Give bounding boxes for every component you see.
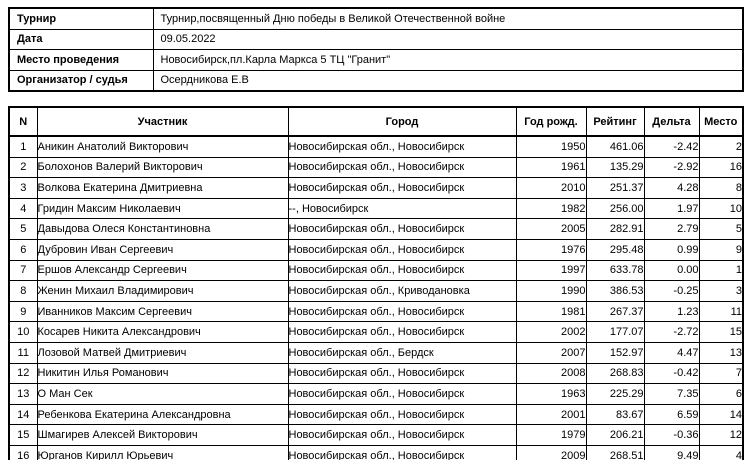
table-row (9, 178, 743, 199)
tournament-info-table (8, 7, 744, 92)
cell-n: 6 (9, 239, 37, 260)
table-row (9, 157, 743, 178)
cell-delta: 6.59 (644, 404, 699, 425)
cell-city: Новосибирская обл., Новосибирск (288, 425, 516, 446)
cell-rating: 633.78 (586, 260, 644, 281)
cell-place: 5 (699, 219, 743, 240)
cell-city: Новосибирская обл., Новосибирск (288, 301, 516, 322)
cell-n: 8 (9, 281, 37, 302)
cell-n: 2 (9, 157, 37, 178)
cell-place: 1 (699, 260, 743, 281)
cell-participant: Ершов Александр Сергеевич (37, 260, 288, 281)
cell-city: Новосибирская обл., Новосибирск (288, 157, 516, 178)
info-row-value: 09.05.2022 (153, 29, 743, 50)
cell-birth-year: 1979 (516, 425, 586, 446)
tournament-info-body (9, 8, 743, 91)
cell-birth-year: 1981 (516, 301, 586, 322)
cell-delta: 0.99 (644, 239, 699, 260)
cell-delta: 4.47 (644, 342, 699, 363)
info-row-label: Место проведения (9, 50, 153, 71)
cell-birth-year: 1963 (516, 384, 586, 405)
cell-birth-year: 2010 (516, 178, 586, 199)
cell-birth-year: 2002 (516, 322, 586, 343)
table-row (9, 260, 743, 281)
cell-delta: 2.79 (644, 219, 699, 240)
cell-place: 9 (699, 239, 743, 260)
table-row (9, 239, 743, 260)
table-row (9, 384, 743, 405)
cell-rating: 152.97 (586, 342, 644, 363)
cell-rating: 256.00 (586, 198, 644, 219)
cell-city: Новосибирская обл., Новосибирск (288, 136, 516, 157)
cell-participant: Никитин Илья Романович (37, 363, 288, 384)
cell-birth-year: 2001 (516, 404, 586, 425)
cell-place: 10 (699, 198, 743, 219)
cell-rating: 83.67 (586, 404, 644, 425)
info-row-label: Организатор / судья (9, 70, 153, 91)
cell-participant: Лозовой Матвей Дмитриевич (37, 342, 288, 363)
cell-rating: 268.51 (586, 445, 644, 460)
info-row-label: Турнир (9, 8, 153, 29)
cell-n: 12 (9, 363, 37, 384)
table-row (9, 363, 743, 384)
results-header-row (9, 107, 743, 136)
cell-place: 3 (699, 281, 743, 302)
cell-place: 16 (699, 157, 743, 178)
cell-n: 5 (9, 219, 37, 240)
cell-city: Новосибирская обл., Новосибирск (288, 178, 516, 199)
info-row-value: Новосибирск,пл.Карла Маркса 5 ТЦ "Гранит" (153, 50, 743, 71)
cell-rating: 461.06 (586, 136, 644, 157)
cell-n: 9 (9, 301, 37, 322)
cell-participant: Шмагирев Алексей Викторович (37, 425, 288, 446)
cell-birth-year: 1982 (516, 198, 586, 219)
cell-rating: 251.37 (586, 178, 644, 199)
cell-delta: -2.42 (644, 136, 699, 157)
info-row-value: Осердникова Е.В (153, 70, 743, 91)
cell-city: Новосибирская обл., Новосибирск (288, 322, 516, 343)
table-row (9, 342, 743, 363)
cell-rating: 386.53 (586, 281, 644, 302)
cell-city: Новосибирская обл., Новосибирск (288, 384, 516, 405)
cell-delta: -2.92 (644, 157, 699, 178)
cell-n: 4 (9, 198, 37, 219)
cell-place: 11 (699, 301, 743, 322)
table-row (9, 445, 743, 460)
cell-birth-year: 1976 (516, 239, 586, 260)
cell-participant: О Ман Сек (37, 384, 288, 405)
table-row (9, 322, 743, 343)
info-row (9, 29, 743, 50)
cell-participant: Женин Михаил Владимирович (37, 281, 288, 302)
cell-city: Новосибирская обл., Новосибирск (288, 219, 516, 240)
cell-city: Новосибирская обл., Новосибирск (288, 404, 516, 425)
cell-delta: -2.72 (644, 322, 699, 343)
tournament-report-page (0, 7, 753, 460)
cell-n: 7 (9, 260, 37, 281)
table-row (9, 198, 743, 219)
table-row (9, 219, 743, 240)
column-header-city: Город (288, 107, 516, 136)
results-table-head (9, 107, 743, 136)
table-row (9, 136, 743, 157)
cell-delta: -0.42 (644, 363, 699, 384)
cell-city: Новосибирская обл., Новосибирск (288, 445, 516, 460)
cell-rating: 295.48 (586, 239, 644, 260)
cell-participant: Иванников Максим Сергеевич (37, 301, 288, 322)
cell-place: 6 (699, 384, 743, 405)
info-row-value: Турнир,посвященный Дню победы в Великой Отечественной войне (153, 8, 743, 29)
cell-delta: 7.35 (644, 384, 699, 405)
cell-participant: Болохонов Валерий Викторович (37, 157, 288, 178)
cell-participant: Дубровин Иван Сергеевич (37, 239, 288, 260)
cell-participant: Юрганов Кирилл Юрьевич (37, 445, 288, 460)
cell-rating: 135.29 (586, 157, 644, 178)
cell-birth-year: 1950 (516, 136, 586, 157)
cell-participant: Ребенкова Екатерина Александровна (37, 404, 288, 425)
info-row-label: Дата (9, 29, 153, 50)
cell-rating: 177.07 (586, 322, 644, 343)
column-header-delta: Дельта (644, 107, 699, 136)
cell-city: Новосибирская обл., Криводановка (288, 281, 516, 302)
cell-delta: -0.36 (644, 425, 699, 446)
cell-birth-year: 2007 (516, 342, 586, 363)
cell-city: Новосибирская обл., Бердск (288, 342, 516, 363)
cell-rating: 225.29 (586, 384, 644, 405)
cell-delta: 4.28 (644, 178, 699, 199)
cell-birth-year: 1961 (516, 157, 586, 178)
cell-rating: 268.83 (586, 363, 644, 384)
cell-place: 7 (699, 363, 743, 384)
column-header-rating: Рейтинг (586, 107, 644, 136)
table-row (9, 281, 743, 302)
cell-participant: Аникин Анатолий Викторович (37, 136, 288, 157)
cell-n: 10 (9, 322, 37, 343)
info-row (9, 8, 743, 29)
column-header-birth-year: Год рожд. (516, 107, 586, 136)
cell-n: 16 (9, 445, 37, 460)
table-row (9, 404, 743, 425)
cell-n: 13 (9, 384, 37, 405)
cell-rating: 206.21 (586, 425, 644, 446)
column-header-place: Место (699, 107, 743, 136)
cell-n: 3 (9, 178, 37, 199)
info-row (9, 70, 743, 91)
cell-place: 8 (699, 178, 743, 199)
cell-birth-year: 2005 (516, 219, 586, 240)
cell-birth-year: 2009 (516, 445, 586, 460)
results-table (8, 106, 744, 460)
cell-delta: 1.23 (644, 301, 699, 322)
cell-city: Новосибирская обл., Новосибирск (288, 260, 516, 281)
cell-city: --, Новосибирск (288, 198, 516, 219)
cell-place: 2 (699, 136, 743, 157)
cell-birth-year: 1997 (516, 260, 586, 281)
cell-place: 13 (699, 342, 743, 363)
table-row (9, 425, 743, 446)
cell-place: 12 (699, 425, 743, 446)
cell-city: Новосибирская обл., Новосибирск (288, 239, 516, 260)
cell-delta: 1.97 (644, 198, 699, 219)
column-header-n: N (9, 107, 37, 136)
cell-rating: 267.37 (586, 301, 644, 322)
cell-delta: -0.25 (644, 281, 699, 302)
cell-place: 14 (699, 404, 743, 425)
results-table-body (9, 136, 743, 460)
cell-n: 15 (9, 425, 37, 446)
cell-n: 1 (9, 136, 37, 157)
cell-participant: Косарев Никита Александрович (37, 322, 288, 343)
cell-n: 11 (9, 342, 37, 363)
cell-place: 4 (699, 445, 743, 460)
cell-participant: Волкова Екатерина Дмитриевна (37, 178, 288, 199)
cell-city: Новосибирская обл., Новосибирск (288, 363, 516, 384)
cell-birth-year: 2008 (516, 363, 586, 384)
cell-delta: 0.00 (644, 260, 699, 281)
cell-participant: Гридин Максим Николаевич (37, 198, 288, 219)
cell-birth-year: 1990 (516, 281, 586, 302)
info-row (9, 50, 743, 71)
cell-place: 15 (699, 322, 743, 343)
cell-participant: Давыдова Олеся Константиновна (37, 219, 288, 240)
cell-delta: 9.49 (644, 445, 699, 460)
cell-rating: 282.91 (586, 219, 644, 240)
cell-n: 14 (9, 404, 37, 425)
table-row (9, 301, 743, 322)
column-header-participant: Участник (37, 107, 288, 136)
